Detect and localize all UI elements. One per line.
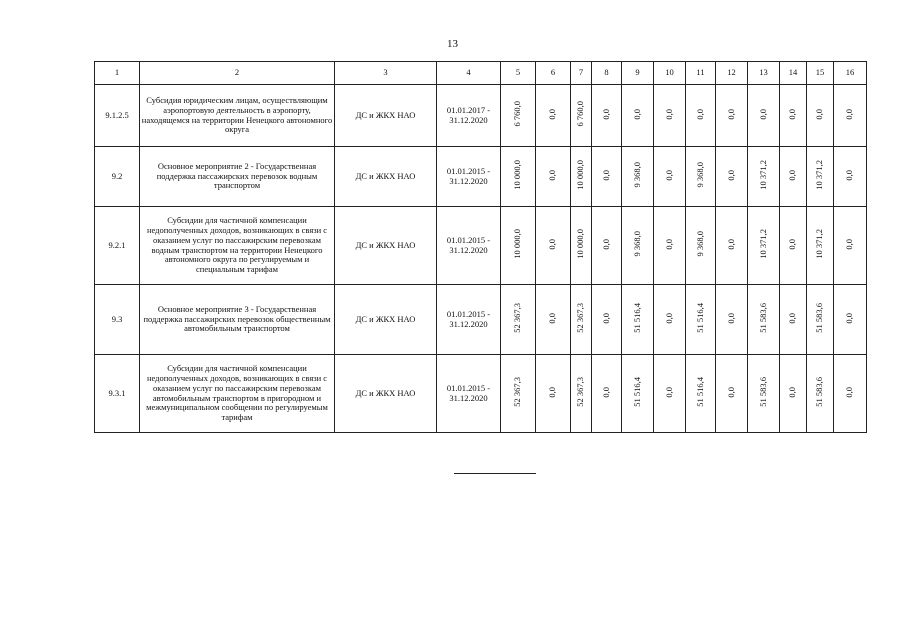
row-executor: ДС и ЖКХ НАО xyxy=(335,85,437,147)
value-cell: 10 371,2 xyxy=(807,207,834,285)
header-cell: 3 xyxy=(335,62,437,85)
row-period: 01.01.2015 - 31.12.2020 xyxy=(437,285,501,355)
row-period: 01.01.2015 - 31.12.2020 xyxy=(437,147,501,207)
header-cell: 10 xyxy=(654,62,686,85)
value-cell: 9 368,0 xyxy=(622,147,654,207)
value-cell: 0,0 xyxy=(654,147,686,207)
row-name: Субсидии для частичной компенсации недополученных доходов, возникающих в связи с оказанием услуг по пассажирским перевозкам автомобильным транспортом в пригородном и межмуниципальном сообщении по регулируемым тарифам xyxy=(140,355,335,433)
value-cell: 0,0 xyxy=(592,147,622,207)
value-cell: 0,0 xyxy=(780,355,807,433)
value-cell: 0,0 xyxy=(780,147,807,207)
page-number: 13 xyxy=(447,38,458,50)
value-cell: 0,0 xyxy=(807,85,834,147)
value-cell: 0,0 xyxy=(536,85,571,147)
row-executor: ДС и ЖКХ НАО xyxy=(335,207,437,285)
row-executor: ДС и ЖКХ НАО xyxy=(335,355,437,433)
value-cell: 51 583,6 xyxy=(748,285,780,355)
header-cell: 9 xyxy=(622,62,654,85)
value-cell: 10 000,0 xyxy=(501,147,536,207)
value-cell: 0,0 xyxy=(780,207,807,285)
header-cell: 2 xyxy=(140,62,335,85)
value-cell: 0,0 xyxy=(592,285,622,355)
value-cell: 0,0 xyxy=(654,355,686,433)
value-cell: 0,0 xyxy=(686,85,716,147)
value-cell: 0,0 xyxy=(834,85,867,147)
header-cell: 13 xyxy=(748,62,780,85)
value-cell: 51 516,4 xyxy=(686,285,716,355)
row-period: 01.01.2017 - 31.12.2020 xyxy=(437,85,501,147)
value-cell: 51 583,6 xyxy=(748,355,780,433)
value-cell: 51 583,6 xyxy=(807,285,834,355)
value-cell: 51 583,6 xyxy=(807,355,834,433)
value-cell: 10 371,2 xyxy=(748,147,780,207)
header-cell: 12 xyxy=(716,62,748,85)
header-cell: 1 xyxy=(95,62,140,85)
value-cell: 0,0 xyxy=(834,207,867,285)
row-code: 9.2 xyxy=(95,147,140,207)
value-cell: 0,0 xyxy=(716,285,748,355)
value-cell: 51 516,4 xyxy=(622,285,654,355)
value-cell: 52 367,3 xyxy=(501,285,536,355)
value-cell: 0,0 xyxy=(622,85,654,147)
table-row xyxy=(95,355,867,433)
table-header-row xyxy=(95,62,867,85)
value-cell: 0,0 xyxy=(536,207,571,285)
value-cell: 0,0 xyxy=(716,85,748,147)
row-period: 01.01.2015 - 31.12.2020 xyxy=(437,207,501,285)
value-cell: 0,0 xyxy=(834,285,867,355)
row-name: Основное мероприятие 2 - Государственная поддержка пассажирских перевозок водным транспортом xyxy=(140,147,335,207)
value-cell: 51 516,4 xyxy=(622,355,654,433)
value-cell: 0,0 xyxy=(780,85,807,147)
header-cell: 8 xyxy=(592,62,622,85)
value-cell: 0,0 xyxy=(592,207,622,285)
value-cell: 51 516,4 xyxy=(686,355,716,433)
table-row xyxy=(95,85,867,147)
table-row xyxy=(95,147,867,207)
value-cell: 10 000,0 xyxy=(501,207,536,285)
row-code: 9.3.1 xyxy=(95,355,140,433)
header-cell: 16 xyxy=(834,62,867,85)
header-cell: 4 xyxy=(437,62,501,85)
value-cell: 0,0 xyxy=(536,147,571,207)
footer-divider xyxy=(454,473,536,474)
value-cell: 9 368,0 xyxy=(686,147,716,207)
row-code: 9.1.2.5 xyxy=(95,85,140,147)
value-cell: 0,0 xyxy=(654,207,686,285)
header-cell: 7 xyxy=(571,62,592,85)
value-cell: 9 368,0 xyxy=(686,207,716,285)
value-cell: 9 368,0 xyxy=(622,207,654,285)
row-period: 01.01.2015 - 31.12.2020 xyxy=(437,355,501,433)
value-cell: 0,0 xyxy=(536,285,571,355)
budget-table xyxy=(94,61,867,433)
value-cell: 0,0 xyxy=(834,147,867,207)
value-cell: 52 367,3 xyxy=(571,355,592,433)
row-name: Субсидии для частичной компенсации недополученных доходов, возникающих в связи с оказанием услуг по пассажирским перевозкам водным транспортом на территории Ненецкого автономного округа по регулируемым и специальным тарифам xyxy=(140,207,335,285)
value-cell: 0,0 xyxy=(592,85,622,147)
value-cell: 6 760,0 xyxy=(501,85,536,147)
value-cell: 10 000,0 xyxy=(571,147,592,207)
value-cell: 10 371,2 xyxy=(807,147,834,207)
table-row xyxy=(95,285,867,355)
value-cell: 6 760,0 xyxy=(571,85,592,147)
value-cell: 52 367,3 xyxy=(571,285,592,355)
value-cell: 0,0 xyxy=(592,355,622,433)
header-cell: 15 xyxy=(807,62,834,85)
value-cell: 10 371,2 xyxy=(748,207,780,285)
value-cell: 0,0 xyxy=(716,147,748,207)
value-cell: 10 000,0 xyxy=(571,207,592,285)
value-cell: 0,0 xyxy=(716,355,748,433)
row-code: 9.2.1 xyxy=(95,207,140,285)
header-cell: 11 xyxy=(686,62,716,85)
row-executor: ДС и ЖКХ НАО xyxy=(335,285,437,355)
header-cell: 5 xyxy=(501,62,536,85)
value-cell: 52 367,3 xyxy=(501,355,536,433)
value-cell: 0,0 xyxy=(780,285,807,355)
header-cell: 14 xyxy=(780,62,807,85)
row-name: Основное мероприятие 3 - Государственная поддержка пассажирских перевозок общественным автомобильным транспортом xyxy=(140,285,335,355)
value-cell: 0,0 xyxy=(654,285,686,355)
row-name: Субсидия юридическим лицам, осуществляющим аэропортовую деятельность в аэропорту, находящемся на территории Ненецкого автономного округа xyxy=(140,85,335,147)
table-row xyxy=(95,207,867,285)
row-executor: ДС и ЖКХ НАО xyxy=(335,147,437,207)
value-cell: 0,0 xyxy=(654,85,686,147)
row-code: 9.3 xyxy=(95,285,140,355)
header-cell: 6 xyxy=(536,62,571,85)
value-cell: 0,0 xyxy=(834,355,867,433)
value-cell: 0,0 xyxy=(748,85,780,147)
value-cell: 0,0 xyxy=(536,355,571,433)
value-cell: 0,0 xyxy=(716,207,748,285)
